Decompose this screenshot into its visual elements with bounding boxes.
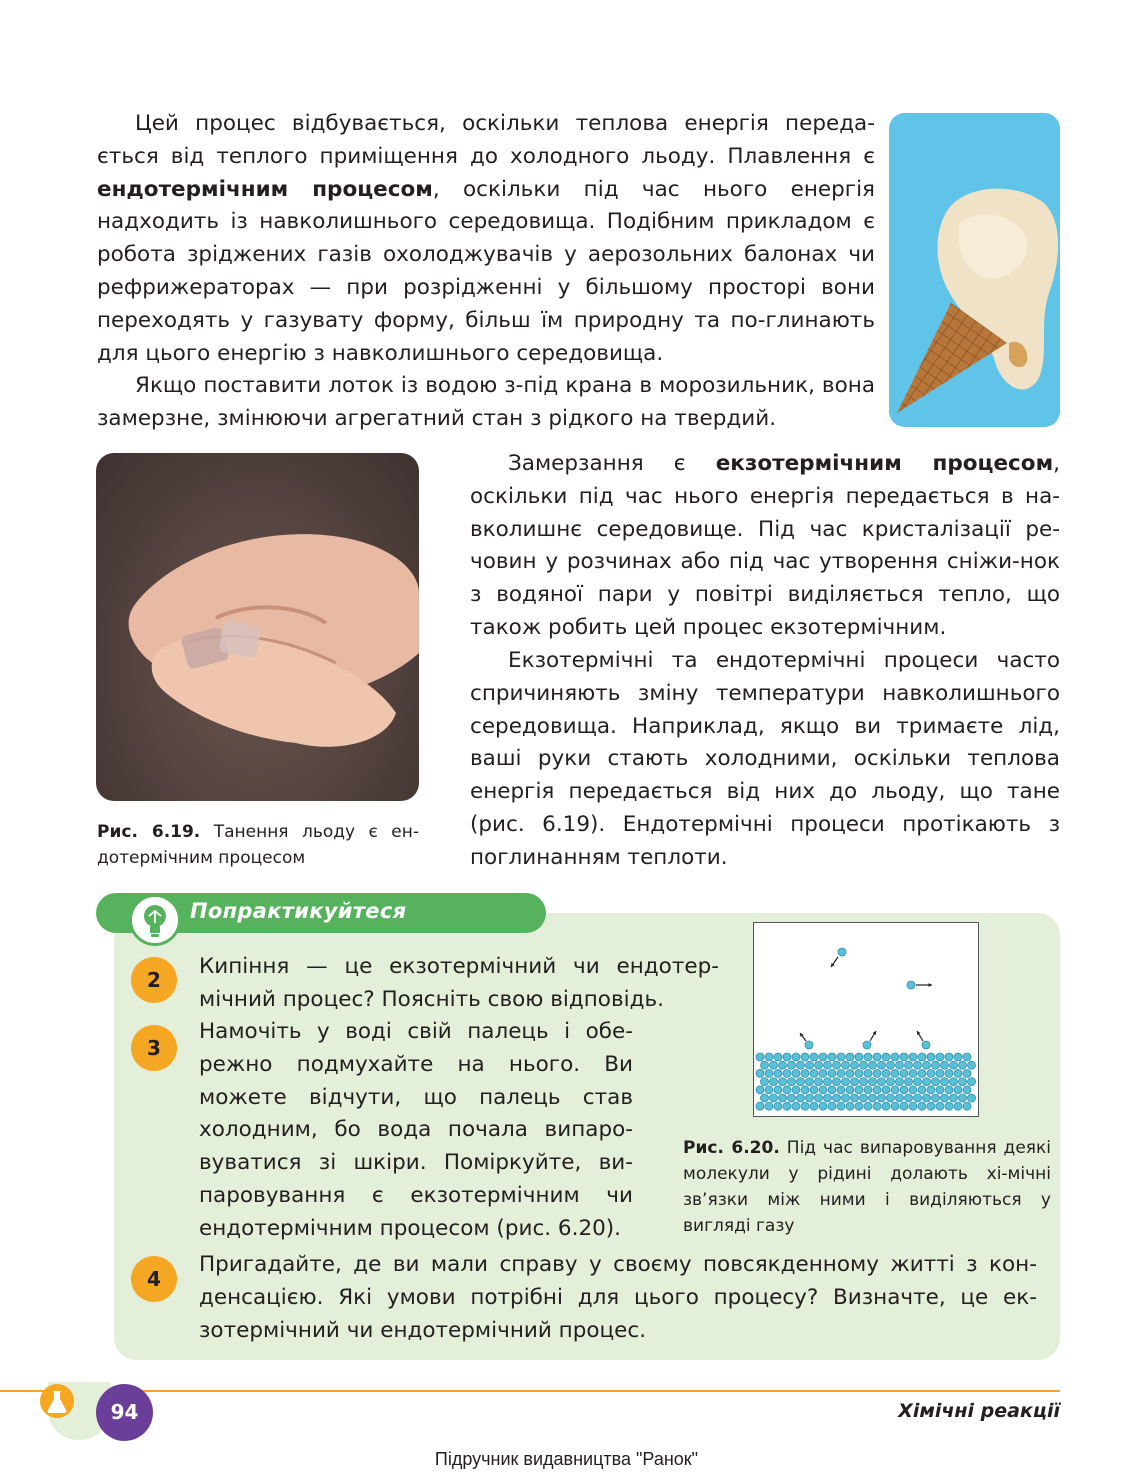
liquid-molecule — [882, 1102, 890, 1110]
liquid-molecule — [887, 1094, 895, 1102]
liquid-molecule — [770, 1061, 778, 1069]
liquid-molecule — [869, 1061, 877, 1069]
liquid-molecule — [959, 1061, 967, 1069]
gas-molecule — [907, 981, 915, 989]
liquid-molecule — [918, 1102, 926, 1110]
liquid-molecule — [837, 1086, 845, 1094]
liquid-molecule — [801, 1069, 809, 1077]
liquid-molecule — [945, 1102, 953, 1110]
liquid-molecule — [900, 1053, 908, 1061]
liquid-molecule — [864, 1053, 872, 1061]
liquid-molecule — [941, 1094, 949, 1102]
liquid-molecule — [905, 1061, 913, 1069]
liquid-molecule — [783, 1086, 791, 1094]
task-text: Пригадайте, де ви мали справу у своєму повсякденному житті з кон-денсацією. Які умови потрібні для цього процесу? Визначте, це ек-зотермічний чи ендотермічний процес. — [199, 1252, 1037, 1343]
ice-cream-photo — [889, 113, 1060, 427]
liquid-molecule — [819, 1053, 827, 1061]
body-paragraph-temperature-change: Екзотермічні та ендотермічні процеси часто спричиняють зміну температури навколишнього середовища. Наприклад, якщо ви тримаєте лід, ваші руки стають холодними, оскільки теплова енергія передається від них до льоду, що тане (рис. 6.19). Ендотермічні процеси протікають з поглинанням теплоти. — [470, 648, 1060, 870]
liquid-molecule — [936, 1102, 944, 1110]
liquid-molecule — [923, 1061, 931, 1069]
liquid-molecule — [950, 1078, 958, 1086]
liquid-molecule — [918, 1086, 926, 1094]
liquid-molecule — [891, 1086, 899, 1094]
liquid-molecule — [927, 1086, 935, 1094]
liquid-molecule — [774, 1053, 782, 1061]
liquid-molecule — [950, 1094, 958, 1102]
task-number-badge: 3 — [131, 1025, 177, 1071]
liquid-molecule — [851, 1094, 859, 1102]
liquid-molecule — [765, 1069, 773, 1077]
liquid-molecule — [833, 1094, 841, 1102]
liquid-molecule — [873, 1069, 881, 1077]
liquid-molecule — [855, 1069, 863, 1077]
liquid-molecule — [819, 1069, 827, 1077]
liquid-molecule — [837, 1102, 845, 1110]
liquid-molecule — [810, 1102, 818, 1110]
liquid-molecule — [824, 1094, 832, 1102]
liquid-molecule — [954, 1069, 962, 1077]
liquid-molecule — [945, 1069, 953, 1077]
liquid-molecule — [968, 1078, 976, 1086]
liquid-molecule — [864, 1102, 872, 1110]
liquid-molecule — [909, 1069, 917, 1077]
practice-title: Попрактикуйтеся — [190, 899, 407, 923]
liquid-molecule — [765, 1053, 773, 1061]
liquid-molecule — [819, 1086, 827, 1094]
liquid-molecule — [788, 1094, 796, 1102]
liquid-molecule — [792, 1069, 800, 1077]
liquid-molecule — [860, 1094, 868, 1102]
liquid-molecule — [815, 1061, 823, 1069]
figure-6-19-caption: Рис. 6.19. Танення льоду є ен-дотермічним процесом — [97, 822, 419, 868]
liquid-molecule — [765, 1102, 773, 1110]
liquid-molecule — [828, 1053, 836, 1061]
liquid-molecule — [909, 1053, 917, 1061]
liquid-molecule — [756, 1069, 764, 1077]
liquid-molecule — [756, 1102, 764, 1110]
liquid-molecule — [824, 1078, 832, 1086]
liquid-molecule — [909, 1102, 917, 1110]
liquid-molecule — [945, 1053, 953, 1061]
liquid-molecule — [891, 1102, 899, 1110]
liquid-molecule — [932, 1094, 940, 1102]
liquid-molecule — [918, 1053, 926, 1061]
liquid-molecule — [941, 1061, 949, 1069]
liquid-molecule — [810, 1053, 818, 1061]
gas-molecule — [838, 948, 846, 956]
liquid-molecule — [842, 1061, 850, 1069]
liquid-molecule — [941, 1078, 949, 1086]
liquid-molecule — [914, 1078, 922, 1086]
liquid-molecule — [882, 1086, 890, 1094]
liquid-molecule — [788, 1078, 796, 1086]
liquid-molecule — [882, 1053, 890, 1061]
liquid-molecule — [824, 1061, 832, 1069]
liquid-molecule — [900, 1102, 908, 1110]
escaping-molecule — [863, 1041, 871, 1049]
liquid-molecule — [900, 1086, 908, 1094]
liquid-molecule — [783, 1102, 791, 1110]
liquid-molecule — [846, 1069, 854, 1077]
publisher-note: Підручник видавництва "Ранок" — [434, 1449, 699, 1469]
liquid-molecule — [936, 1069, 944, 1077]
liquid-molecule — [770, 1094, 778, 1102]
liquid-molecule — [855, 1053, 863, 1061]
liquid-molecule — [837, 1053, 845, 1061]
liquid-molecule — [792, 1053, 800, 1061]
liquid-molecule — [819, 1102, 827, 1110]
liquid-molecule — [914, 1094, 922, 1102]
liquid-molecule — [927, 1053, 935, 1061]
task-number-badge: 4 — [131, 1256, 177, 1302]
term-exothermic: екзотермічним процесом — [715, 451, 1054, 476]
arrow-head — [928, 983, 932, 987]
liquid-molecule — [954, 1102, 962, 1110]
liquid-molecule — [833, 1078, 841, 1086]
liquid-molecule — [918, 1069, 926, 1077]
liquid-molecule — [806, 1094, 814, 1102]
liquid-molecule — [801, 1086, 809, 1094]
liquid-molecule — [797, 1061, 805, 1069]
liquid-molecule — [846, 1102, 854, 1110]
page-number: 94 — [96, 1384, 153, 1441]
liquid-molecule — [855, 1086, 863, 1094]
liquid-molecule — [806, 1061, 814, 1069]
liquid-molecule — [756, 1086, 764, 1094]
liquid-molecule — [761, 1094, 769, 1102]
liquid-molecule — [887, 1078, 895, 1086]
liquid-molecule — [932, 1078, 940, 1086]
lightbulb-icon — [129, 894, 181, 946]
hands-holding-ice-photo — [96, 453, 419, 801]
body-paragraph-exothermic: Замерзання є екзотермічним процесом, оскільки під час нього енергія передається в на-вколишнє середовище. Під час кристалізації ре-човин у розчинах або під час утворення сніжи-нок з водяної пари у повітрі виділяється тепло, що також робить цей процес екзотермічним. — [470, 451, 1060, 640]
liquid-molecule — [765, 1086, 773, 1094]
liquid-molecule — [963, 1053, 971, 1061]
liquid-molecule — [923, 1078, 931, 1086]
liquid-molecule — [851, 1061, 859, 1069]
liquid-molecule — [891, 1069, 899, 1077]
liquid-molecule — [783, 1053, 791, 1061]
liquid-molecule — [945, 1086, 953, 1094]
liquid-molecule — [779, 1061, 787, 1069]
liquid-molecule — [936, 1053, 944, 1061]
figure-6-20-caption: Рис. 6.20. Під час випаровування деякі молекули у рідині долають хі-мічні зв’язки між ними і виділяються у вигляді газу — [683, 1138, 1051, 1236]
liquid-molecule — [842, 1078, 850, 1086]
figure-label: Рис. 6.20. — [683, 1138, 780, 1158]
liquid-molecule — [963, 1102, 971, 1110]
liquid-molecule — [797, 1094, 805, 1102]
liquid-molecule — [950, 1061, 958, 1069]
liquid-molecule — [878, 1061, 886, 1069]
liquid-molecule — [783, 1069, 791, 1077]
liquid-molecule — [761, 1078, 769, 1086]
liquid-molecule — [801, 1053, 809, 1061]
liquid-molecule — [833, 1061, 841, 1069]
liquid-molecule — [864, 1069, 872, 1077]
liquid-molecule — [855, 1102, 863, 1110]
task-text: Кипіння — це екзотермічний чи ендотер-мічний процес? Поясніть свою відповідь. — [199, 954, 719, 1012]
task-text: Намочіть у воді свій палець і обе-режно подмухайте на нього. Ви можете відчути, що палець став холодним, бо вода почала випаро-вуватися зі шкіри. Поміркуйте, ви-паровування є екзотермічним чи ендотермічним процесом (рис. 6.20). — [199, 1019, 633, 1241]
liquid-molecule — [927, 1102, 935, 1110]
liquid-molecule — [909, 1086, 917, 1094]
liquid-molecule — [810, 1069, 818, 1077]
liquid-molecule — [896, 1061, 904, 1069]
liquid-molecule — [860, 1061, 868, 1069]
liquid-molecule — [954, 1053, 962, 1061]
liquid-molecule — [932, 1061, 940, 1069]
liquid-molecule — [792, 1086, 800, 1094]
liquid-molecule — [851, 1078, 859, 1086]
liquid-molecule — [846, 1086, 854, 1094]
liquid-molecule — [905, 1078, 913, 1086]
body-paragraph-melting: Цей процес відбувається, оскільки теплова енергія переда-ється від теплого приміщення до холодного льоду. Плавлення є ендотермічним процесом, оскільки під час нього енергія надходить із навколишнього середовища. Подібним прикладом є робота зріджених газів охолоджувачів у аерозольних балонах чи рефрижераторах — при розрідженні у більшому просторі вони переходять у газувату форму, більш їм природну та по-глинають для цього енергію з навколишнього середовища. — [97, 111, 875, 366]
liquid-molecule — [774, 1102, 782, 1110]
liquid-molecule — [896, 1094, 904, 1102]
liquid-molecule — [959, 1094, 967, 1102]
liquid-molecule — [873, 1102, 881, 1110]
liquid-molecule — [837, 1069, 845, 1077]
liquid-molecule — [927, 1069, 935, 1077]
liquid-molecule — [828, 1069, 836, 1077]
liquid-molecule — [959, 1078, 967, 1086]
liquid-molecule — [860, 1078, 868, 1086]
liquid-molecule — [779, 1094, 787, 1102]
flask-icon — [40, 1384, 74, 1418]
liquid-molecule — [806, 1078, 814, 1086]
liquid-molecule — [968, 1061, 976, 1069]
liquid-molecule — [761, 1061, 769, 1069]
liquid-molecule — [828, 1102, 836, 1110]
liquid-molecule — [873, 1086, 881, 1094]
liquid-molecule — [896, 1078, 904, 1086]
liquid-molecule — [797, 1078, 805, 1086]
escaping-molecule — [922, 1041, 930, 1049]
liquid-molecule — [954, 1086, 962, 1094]
liquid-molecule — [905, 1094, 913, 1102]
liquid-molecule — [774, 1069, 782, 1077]
liquid-molecule — [900, 1069, 908, 1077]
liquid-molecule — [801, 1102, 809, 1110]
liquid-molecule — [779, 1078, 787, 1086]
evaporation-molecules-svg — [754, 923, 977, 1115]
liquid-molecule — [882, 1069, 890, 1077]
liquid-molecule — [869, 1078, 877, 1086]
liquid-molecule — [887, 1061, 895, 1069]
liquid-molecule — [864, 1086, 872, 1094]
liquid-molecule — [770, 1078, 778, 1086]
liquid-molecule — [878, 1094, 886, 1102]
liquid-molecule — [756, 1053, 764, 1061]
liquid-molecule — [923, 1094, 931, 1102]
liquid-molecule — [914, 1061, 922, 1069]
liquid-molecule — [963, 1086, 971, 1094]
liquid-molecule — [815, 1078, 823, 1086]
liquid-molecule — [846, 1053, 854, 1061]
liquid-molecule — [936, 1086, 944, 1094]
liquid-molecule — [792, 1102, 800, 1110]
escaping-molecule — [805, 1041, 813, 1049]
evaporation-diagram — [753, 922, 979, 1117]
liquid-molecule — [774, 1086, 782, 1094]
liquid-molecule — [873, 1053, 881, 1061]
liquid-molecule — [869, 1094, 877, 1102]
liquid-molecule — [878, 1078, 886, 1086]
liquid-molecule — [891, 1053, 899, 1061]
figure-label: Рис. 6.19. — [97, 822, 201, 842]
liquid-molecule — [815, 1094, 823, 1102]
footer-divider — [0, 1390, 1060, 1392]
liquid-molecule — [810, 1086, 818, 1094]
liquid-molecule — [788, 1061, 796, 1069]
liquid-molecule — [963, 1069, 971, 1077]
liquid-molecule — [842, 1094, 850, 1102]
liquid-molecule — [968, 1094, 976, 1102]
task-number-badge: 2 — [131, 957, 177, 1003]
chapter-title: Хімічні реакції — [898, 1400, 1060, 1422]
term-endothermic: ендотермічним процесом — [97, 176, 433, 202]
liquid-molecule — [828, 1086, 836, 1094]
body-paragraph-freezing-tray: Якщо поставити лоток із водою з-під крана в морозильник, вона замерзне, змінюючи агрегатний стан з рідкого на твердий. — [97, 373, 875, 431]
